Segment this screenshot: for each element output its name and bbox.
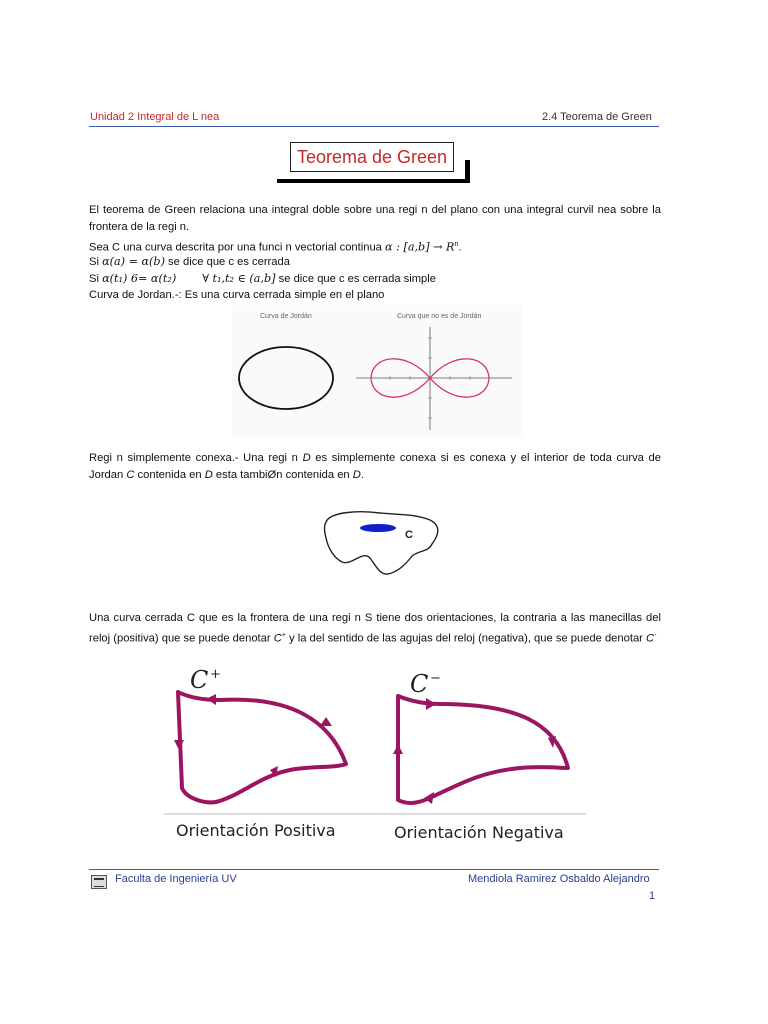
figure-orientation [160, 660, 590, 850]
cminus-symbol: C [410, 670, 429, 698]
simple-math: α(t₁) 6= α(t₂) [102, 272, 177, 285]
closed-text: se dice que c es cerrada [164, 256, 290, 268]
header-right: 2.4 Teorema de Green [542, 111, 652, 123]
or-text-a: Una curva cerrada C que es la frontera de una regi n S tiene dos orientaciones, la contraria a las manecillas del reloj (positiva) que se puede denotar [89, 612, 661, 645]
curve-def-sup: n [454, 241, 459, 248]
footer-right: Mendiola Ramirez Osbaldo Alejandro [468, 873, 650, 885]
footer-left: Faculta de Ingeniería UV [115, 873, 237, 885]
sc-D2: D [204, 469, 213, 481]
arrow-pos-2 [206, 694, 216, 705]
or-plus: + [281, 632, 286, 639]
jordan-label: Curva de Jordán [260, 313, 312, 320]
arrow-neg-2 [426, 698, 436, 710]
or-minus: - [654, 632, 657, 639]
arrow-neg-1 [393, 744, 403, 754]
sc-text-d: esta tambiØn contenida en [212, 469, 353, 481]
paragraph-intro: El teorema de Green relaciona una integral doble sobre una regi n del plano con una integral curvil nea sobre la frontera de la regi n. [89, 204, 661, 233]
curve-def-math: α : [a,b] → R [385, 240, 455, 254]
title-box [290, 142, 454, 172]
header-left: Unidad 2 Integral de L nea [90, 111, 220, 123]
caption-positive: Orientación Positiva [176, 821, 336, 840]
figure-jordan [232, 305, 522, 437]
region-outline [325, 512, 438, 574]
footer-rule [89, 869, 659, 870]
simple-forall: ∀ t₁,t₂ ∈ (a,b] [202, 272, 276, 285]
sc-D1: D [302, 452, 311, 464]
sc-text-c: contenida en [134, 469, 205, 481]
header-rule [89, 126, 659, 127]
paragraph-simply-connected [89, 450, 661, 484]
uv-logo-icon [91, 875, 107, 889]
arrow-neg-4 [424, 792, 434, 804]
sc-text-e: . [360, 469, 364, 481]
closed-math: α(a) = α(b) [102, 255, 165, 268]
title-shadow-bottom [277, 179, 470, 183]
page-title: Teorema de Green [296, 147, 448, 167]
paragraph-jordan: Curva de Jordan.-: Es una curva cerrada simple en el plano [89, 289, 385, 301]
sc-C: C [126, 469, 135, 481]
sc-text-a: Regi n simplemente conexa.- Una regi n [89, 452, 303, 464]
or-Cminus: C [646, 632, 655, 645]
simple-prefix: Si [89, 273, 103, 285]
sc-D3: D [352, 469, 361, 481]
cplus-symbol: C [190, 666, 209, 694]
cplus-sup: + [210, 667, 221, 682]
figure-region [318, 500, 446, 588]
closed-prefix: Si [89, 256, 103, 268]
curve-def-text: Sea C una curva descrita por una funci n vectorial continua [89, 241, 386, 254]
region-label: C [405, 529, 413, 541]
simple-text: se dice que c es cerrada simple [275, 273, 436, 285]
or-Cplus: C [273, 632, 282, 645]
page-number: 1 [649, 890, 656, 902]
paragraph-orientation [89, 610, 661, 648]
arrow-pos-1 [174, 740, 184, 750]
caption-negative: Orientación Negativa [394, 823, 564, 842]
non-jordan-label: Curva que no es de Jordán [397, 313, 482, 320]
cminus-sup: − [430, 671, 441, 686]
arrow-pos-3 [320, 717, 332, 726]
positive-curve [178, 692, 346, 802]
or-text-b: y la del sentido de las agujas del reloj (negativa), que se puede denotar [285, 632, 647, 645]
curve-def-end: . [458, 241, 462, 254]
negative-curve [398, 696, 568, 803]
paragraph-closed [89, 253, 661, 271]
paragraph-simple-closed [89, 270, 661, 288]
sc-text-b: es simplemente conexa si es conexa y el interior de toda curva de Jordan [89, 452, 661, 481]
region-curve-c [360, 524, 396, 532]
